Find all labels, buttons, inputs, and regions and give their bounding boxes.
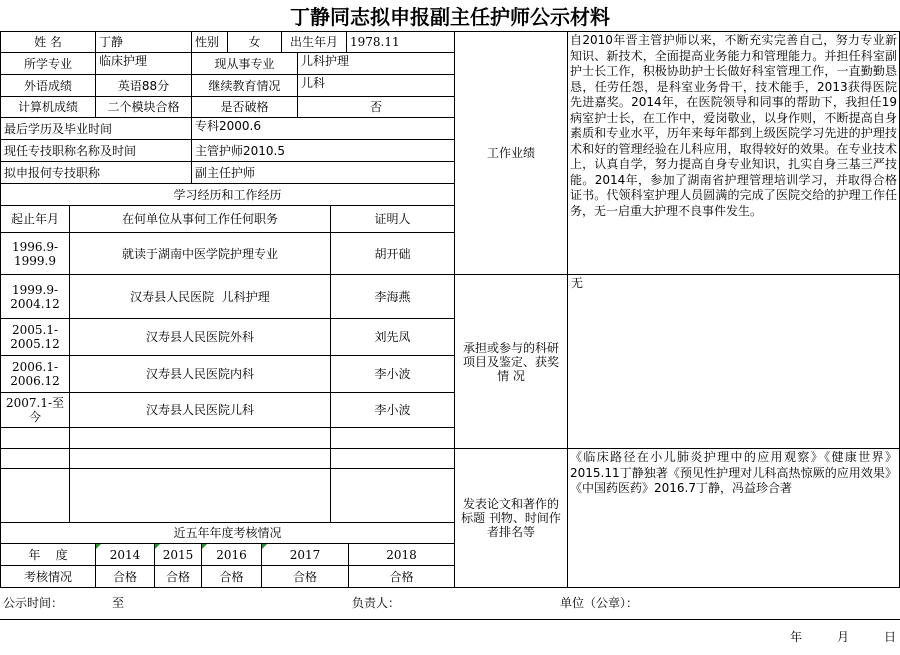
history-unit-3: 汉寿县人民医院外科 <box>69 318 331 356</box>
history-empty-unit-1 <box>69 427 331 449</box>
history-period-1: 1996.9-1999.9 <box>0 232 70 275</box>
history-unit-4: 汉寿县人民医院内科 <box>69 355 331 393</box>
history-witness-4: 李小波 <box>330 355 455 393</box>
history-unit-1: 就读于湖南中医学院护理专业 <box>69 232 331 275</box>
history-empty-period-2 <box>0 448 70 469</box>
work-text: 自2010年晋主管护师以来，不断充实完善自己，努力专业新知识、新技术，全面提高业务能力和管理能力。并担任科室副护士长工作，积极协助护士长做好科室管理工作，一直勤勤恳恳，任劳任怨，是科室业务骨干，技术能手，2013获得医院先进嘉奖。2014年，在医院领导和同事的帮助下，我担任19病室护士长，在工作中，爱岗敬业，以身作则，不断提高自身素质和专业水平，历年来每年都到上级医院学习先进的护理技术和好的管理经验在儿科应用，取得较好的效果。在专业技术上，认真自学，努力提高自身专业知识，扎实自身三基三严技能。2014年，参加了湖南省护理管理培训学习，并取得合格证书。代领科室护理人员圆满的完成了医院交给的护理工作任务，无一启重大护理不良事件发生。 <box>567 31 900 275</box>
review-result-2014: 合格 <box>95 565 155 588</box>
research-text: 无 <box>567 274 900 449</box>
history-col-witness: 证明人 <box>330 205 455 233</box>
history-witness-3: 刘先凤 <box>330 318 455 356</box>
history-empty-period-1 <box>0 427 70 449</box>
work-label: 工作业绩 <box>454 31 568 275</box>
comment-marker <box>155 544 160 549</box>
history-witness-2: 李海燕 <box>330 274 455 319</box>
history-unit-2: 汉寿县人民医院 儿科护理 <box>69 274 331 319</box>
history-empty-unit-2 <box>69 448 331 469</box>
research-label: 承担或参与的科研项目及鉴定、获奖 情 况 <box>454 274 568 449</box>
gender-value: 女 <box>227 31 282 53</box>
name-label: 姓 名 <box>0 31 96 53</box>
exempt-value: 否 <box>297 96 455 118</box>
history-heading: 学习经历和工作经历 <box>0 183 455 206</box>
history-empty-witness-3 <box>330 468 455 523</box>
history-empty-unit-3 <box>69 468 331 523</box>
date-month-label: 月 <box>837 630 850 644</box>
review-year-2017: 2017 <box>261 543 349 566</box>
current-major-label: 现从事专业 <box>191 52 298 75</box>
review-result-2016: 合格 <box>201 565 262 588</box>
continuing-edu-label: 继续教育情况 <box>191 74 298 97</box>
name-value: 丁静 <box>95 31 192 53</box>
review-year-label: 年 度 <box>0 543 96 566</box>
review-result-label: 考核情况 <box>0 565 96 588</box>
publish-time-label: 公示时间： <box>3 596 64 610</box>
computer-value: 二个模块合格 <box>95 96 192 118</box>
target-title-label: 拟申报何专技职称 <box>0 161 192 184</box>
history-witness-1: 胡开础 <box>330 232 455 275</box>
major-value: 临床护理 <box>95 52 192 75</box>
review-year-2015: 2015 <box>154 543 202 566</box>
review-heading: 近五年年度考核情况 <box>0 522 455 544</box>
comment-marker <box>96 544 101 549</box>
degree-value: 专科2000.6 <box>191 117 455 140</box>
responsible-label: 负责人： <box>352 596 401 610</box>
page-title: 丁静同志拟申报副主任护师公示材料 <box>290 5 610 29</box>
comment-marker <box>262 544 267 549</box>
comment-marker <box>202 544 207 549</box>
history-period-3: 2005.1-2005.12 <box>0 318 70 356</box>
exempt-label: 是否破格 <box>191 96 298 118</box>
degree-label: 最后学历及毕业时间 <box>0 117 192 140</box>
history-unit-5: 汉寿县人民医院儿科 <box>69 392 331 428</box>
publish-to-label: 至 <box>112 596 125 610</box>
history-empty-witness-1 <box>330 427 455 449</box>
gender-label: 性别 <box>191 31 228 53</box>
birth-label: 出生年月 <box>281 31 347 53</box>
review-year-2016: 2016 <box>201 543 262 566</box>
birth-value: 1978.11 <box>346 31 455 53</box>
review-year-2014: 2014 <box>95 543 155 566</box>
review-result-2018: 合格 <box>348 565 455 588</box>
review-year-2018: 2018 <box>348 543 455 566</box>
papers-label: 发表论文和著作的标题 刊物、时间作者排名等 <box>454 448 568 588</box>
history-empty-period-3 <box>0 468 70 523</box>
review-result-2015: 合格 <box>154 565 202 588</box>
history-empty-witness-2 <box>330 448 455 469</box>
unit-seal-label: 单位（公章）： <box>560 596 639 610</box>
footer-divider <box>0 587 900 588</box>
date-year-label: 年 <box>790 630 803 644</box>
date-day-label: 日 <box>884 630 897 644</box>
review-result-2017: 合格 <box>261 565 349 588</box>
history-col-period: 起止年月 <box>0 205 70 233</box>
language-value: 英语88分 <box>95 74 192 97</box>
current-major-value: 儿科护理 <box>297 52 455 75</box>
history-period-2: 1999.9-2004.12 <box>0 274 70 319</box>
footer-divider <box>0 619 900 620</box>
computer-label: 计算机成绩 <box>0 96 96 118</box>
language-label: 外语成绩 <box>0 74 96 97</box>
history-col-unit: 在何单位从事何工作任何职务 <box>69 205 331 233</box>
current-title-value: 主管护师2010.5 <box>191 139 455 162</box>
current-title-label: 现任专技职称名称及时间 <box>0 139 192 162</box>
history-period-5: 2007.1-至今 <box>0 392 70 428</box>
papers-text: 《临床路径在小儿肺炎护理中的应用观察》《健康世界》2015.11丁静独著《预见性护理对儿科高热惊厥的应用效果》《中国药医药》2016.7丁静，冯益珍合著 <box>567 448 900 588</box>
major-label: 所学专业 <box>0 52 96 75</box>
history-period-4: 2006.1-2006.12 <box>0 355 70 393</box>
history-witness-5: 李小波 <box>330 392 455 428</box>
target-title-value: 副主任护师 <box>191 161 455 184</box>
continuing-edu-value: 儿科 <box>297 74 455 97</box>
